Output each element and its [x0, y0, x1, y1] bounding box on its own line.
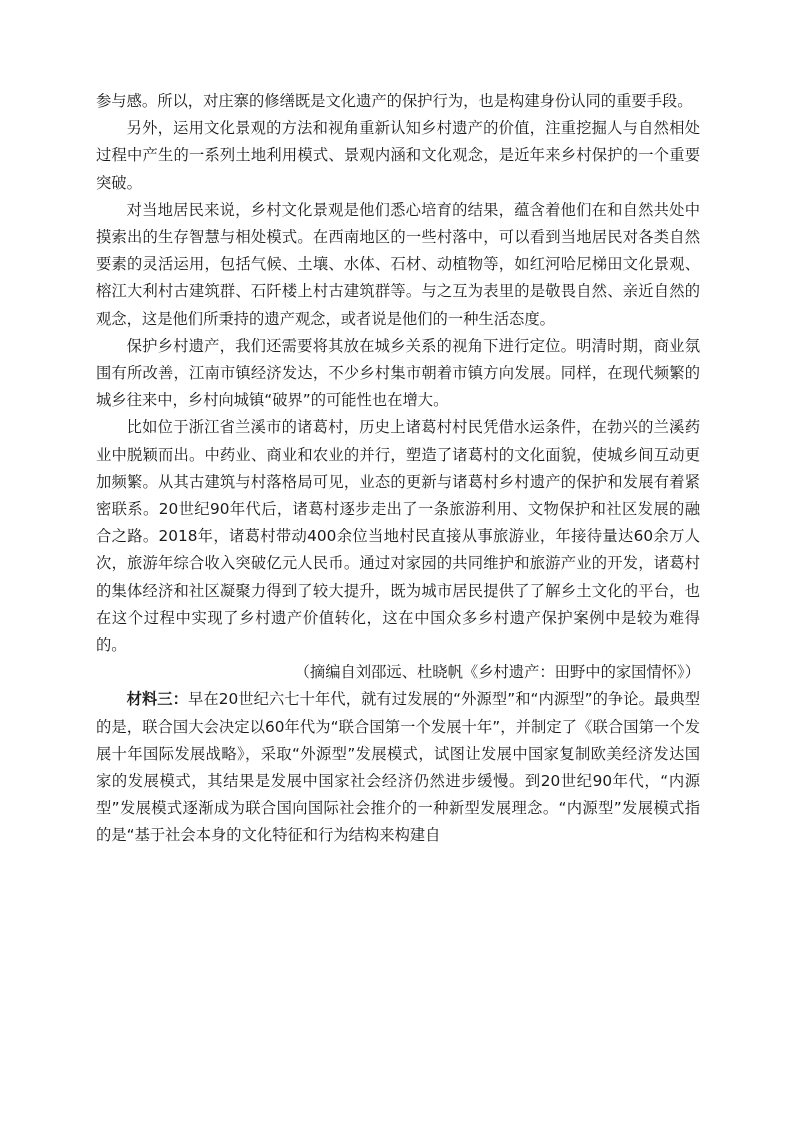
source-citation: （摘编自刘邵远、杜晓帆《乡村遗产：田野中的家国情怀》） [294, 663, 700, 682]
document-body [96, 88, 700, 850]
paragraph-zhuge-village: 比如位于浙江省兰溪市的诸葛村，历史上诸葛村村民凭借水运条件，在勃兴的兰溪药业中脱颖而出。中药业、商业和农业的并行，塑造了诸葛村的文化面貌，使城乡间互动更加频繁。从其古建筑与村落格局可见，业态的更新与诸葛村乡村遗产的保护和发展有着紧密联系。20世纪90年代后，诸葛村逐步走出了一条旅游利用、文物保护和社区发展的融合之路。2018年，诸葛村带动400余位当地村民直接从事旅游业，年接待量达60余万人次，旅游年综合收入突破亿元人民币。通过对家园的共同维护和旅游产业的开发，诸葛村的集体经济和社区凝聚力得到了较大提升，既为城市居民提供了了解乡土文化的平台，也在这个过程中实现了乡村遗产价值转化，这在中国众多乡村遗产保护案例中是较为难得的。 [96, 418, 700, 655]
paragraph-urban-rural: 保护乡村遗产，我们还需要将其放在城乡关系的视角下进行定位。明清时期，商业氛围有所改善，江南市镇经济发达，不少乡村集市朝着市镇方向发展。同样，在现代频繁的城乡往来中，乡村向城镇“破界”的可能性也在增大。 [96, 336, 700, 410]
material-three-label: 材料三： [126, 690, 189, 709]
paragraph-local-residents: 对当地居民来说，乡村文化景观是他们悉心培育的结果，蕴含着他们在和自然共处中摸索出的生存智慧与相处模式。在西南地区的一些村落中，可以看到当地居民对各类自然要素的灵活运用，包括气候、土壤、水体、石材、动植物等，如红河哈尼梯田文化景观、榕江大利村古建筑群、石阡楼上村古建筑群等。与之互为表里的是敬畏自然、亲近自然的观念，这是他们所秉持的遗产观念，或者说是他们的一种生活态度。 [96, 200, 700, 328]
paragraph-cultural-landscape: 另外，运用文化景观的方法和视角重新认知乡村遗产的价值，注重挖掘人与自然相处过程中产生的一系列土地利用模式、景观内涵和文化观念，是近年来乡村保护的一个重要突破。 [96, 119, 700, 192]
paragraph-continuation: 参与感。所以，对庄寨的修缮既是文化遗产的保护行为，也是构建身份认同的重要手段。 [96, 92, 693, 110]
paragraph-material-three [96, 686, 700, 849]
material-three-text: 早在20世纪六七十年代，就有过发展的“外源型”和“内源型”的争论。最典型的是，联合国大会决定以60年代为“联合国第一个发展十年”，并制定了《联合国第一个发展十年国际发展战略》，采取“外源型”发展模式，试图让发展中国家复制欧美经济发达国家的发展模式，其结果是发展中国家社会经济仍然进步缓慢。到20世纪90年代，“内源型”发展模式逐渐成为联合国向国际社会推介的一种新型发展理念。“内源型”发展模式指的是“基于社会本身的文化特征和行为结构来构建自 [96, 690, 700, 845]
